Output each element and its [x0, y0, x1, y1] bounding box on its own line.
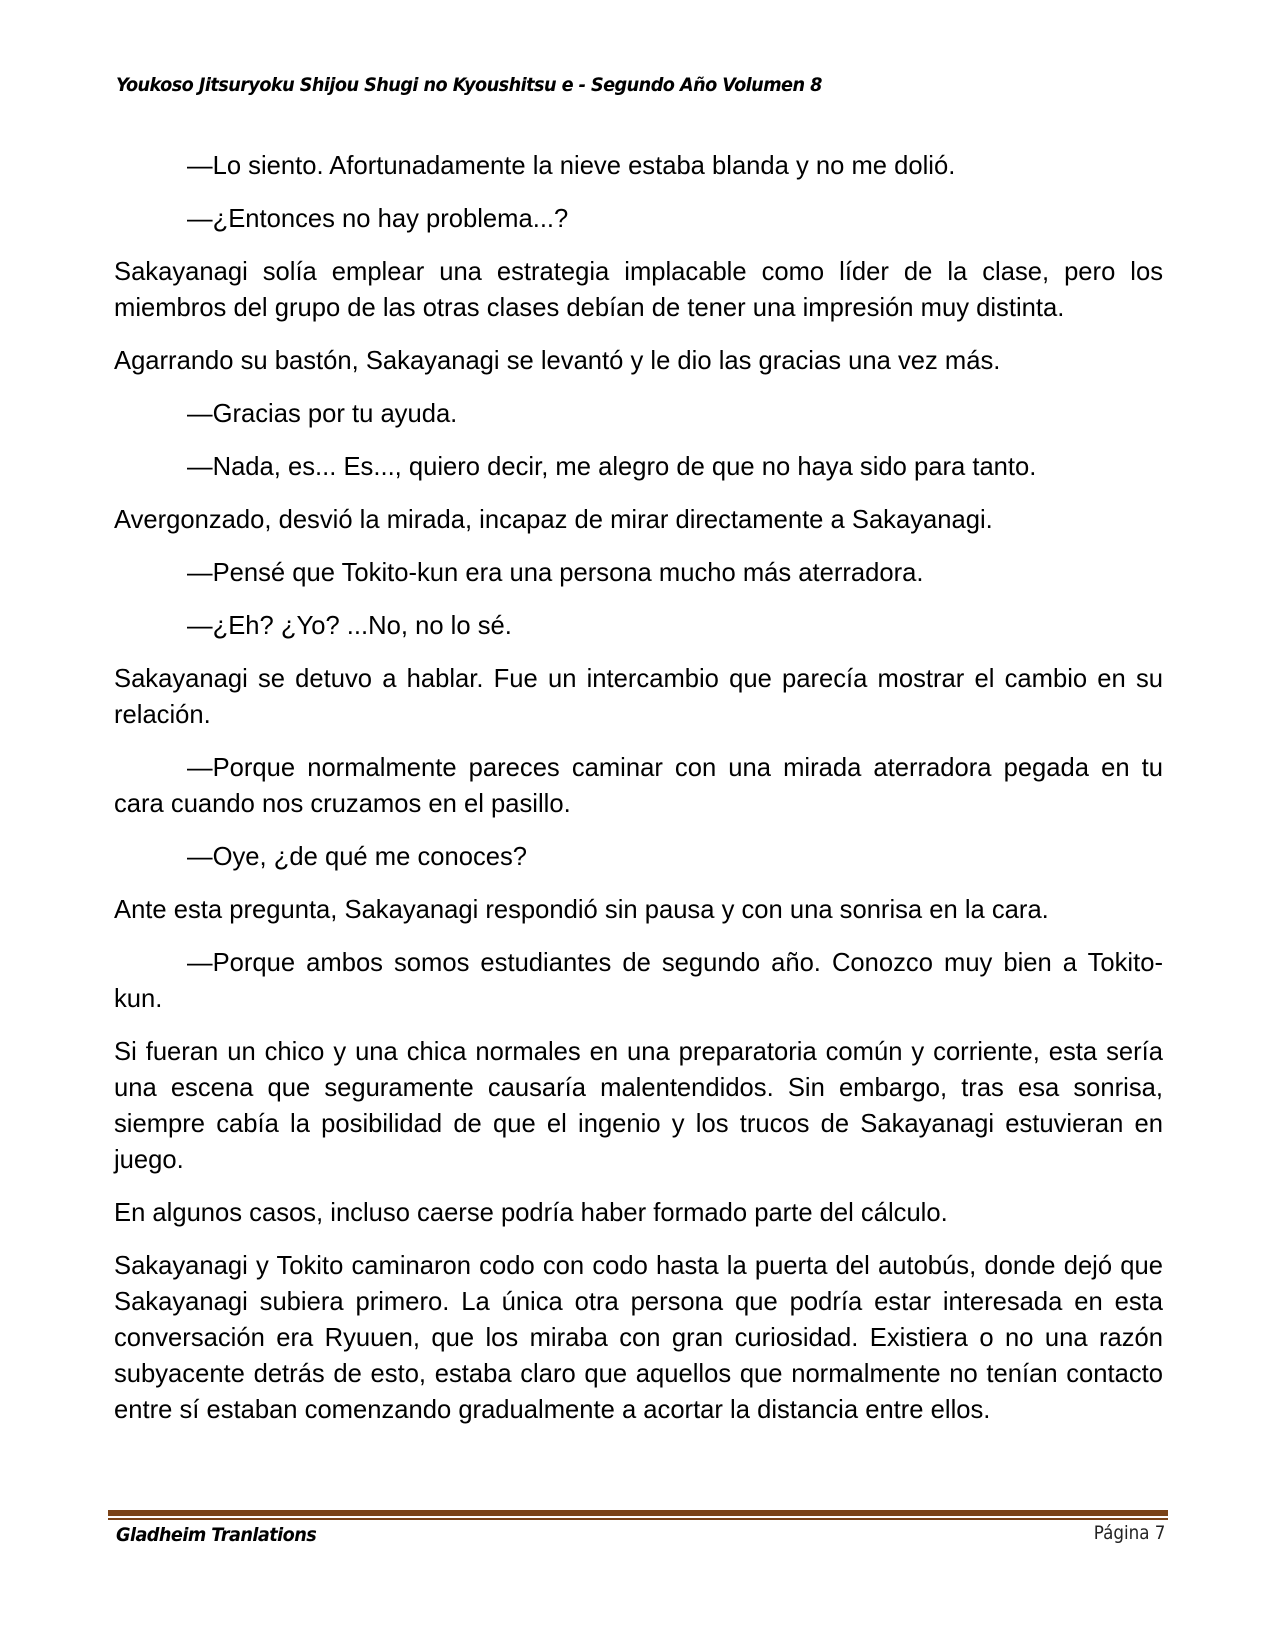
footer-credit: Gladheim Tranlations: [116, 1524, 317, 1546]
narration-paragraph: Sakayanagi y Tokito caminaron codo con codo hasta la puerta del autobús, donde dejó que Sakayanagi subiera primero. La única otra persona que podría estar interesada en esta conversación era Ryuuen, que los miraba con gran curiosidad. Existiera o no una razón subyacente detrás de esto, estaba claro que aquellos que normalmente no tenían contacto entre sí estaban comenzando gradualmente a acortar la distancia entre ellos.: [114, 1252, 1163, 1424]
narration-paragraph: Ante esta pregunta, Sakayanagi respondió sin pausa y con una sonrisa en la cara.: [114, 896, 1049, 924]
dialogue-paragraph: —¿Eh? ¿Yo? ...No, no lo sé.: [187, 612, 512, 640]
dialogue-paragraph: —Gracias por tu ayuda.: [187, 400, 458, 428]
dialogue-paragraph: —Lo siento. Afortunadamente la nieve estaba blanda y no me dolió.: [187, 152, 956, 180]
page-body: [114, 148, 1163, 1445]
page-number: Página 7: [1093, 1522, 1165, 1544]
narration-paragraph: Avergonzado, desvió la mirada, incapaz de mirar directamente a Sakayanagi.: [114, 506, 993, 534]
narration-paragraph: Si fueran un chico y una chica normales en una preparatoria común y corriente, esta sería una escena que seguramente causaría malentendidos. Sin embargo, tras esa sonrisa, siempre cabía la posibilidad de que el ingenio y los trucos de Sakayanagi estuvieran en juego.: [114, 1038, 1163, 1174]
dialogue-paragraph: —Porque normalmente pareces caminar con una mirada aterradora pegada en tu cara cuando nos cruzamos en el pasillo.: [114, 754, 1163, 818]
dialogue-paragraph: —Pensé que Tokito-kun era una persona mucho más aterradora.: [187, 559, 924, 587]
narration-paragraph: Agarrando su bastón, Sakayanagi se levantó y le dio las gracias una vez más.: [114, 347, 1001, 375]
dialogue-paragraph: —Porque ambos somos estudiantes de segundo año. Conozco muy bien a Tokito-kun.: [114, 949, 1163, 1013]
footer-divider: [108, 1510, 1168, 1520]
running-header-title: Youkoso Jitsuryoku Shijou Shugi no Kyoushitsu e - Segundo Año Volumen 8: [116, 74, 822, 96]
narration-paragraph: Sakayanagi solía emplear una estrategia implacable como líder de la clase, pero los miembros del grupo de las otras clases debían de tener una impresión muy distinta.: [114, 258, 1163, 322]
dialogue-paragraph: —Oye, ¿de qué me conoces?: [187, 843, 528, 871]
dialogue-paragraph: —¿Entonces no hay problema...?: [187, 205, 569, 233]
narration-paragraph: En algunos casos, incluso caerse podría haber formado parte del cálculo.: [114, 1199, 948, 1227]
dialogue-paragraph: —Nada, es... Es..., quiero decir, me alegro de que no haya sido para tanto.: [187, 453, 1037, 481]
narration-paragraph: Sakayanagi se detuvo a hablar. Fue un intercambio que parecía mostrar el cambio en su relación.: [114, 665, 1163, 729]
